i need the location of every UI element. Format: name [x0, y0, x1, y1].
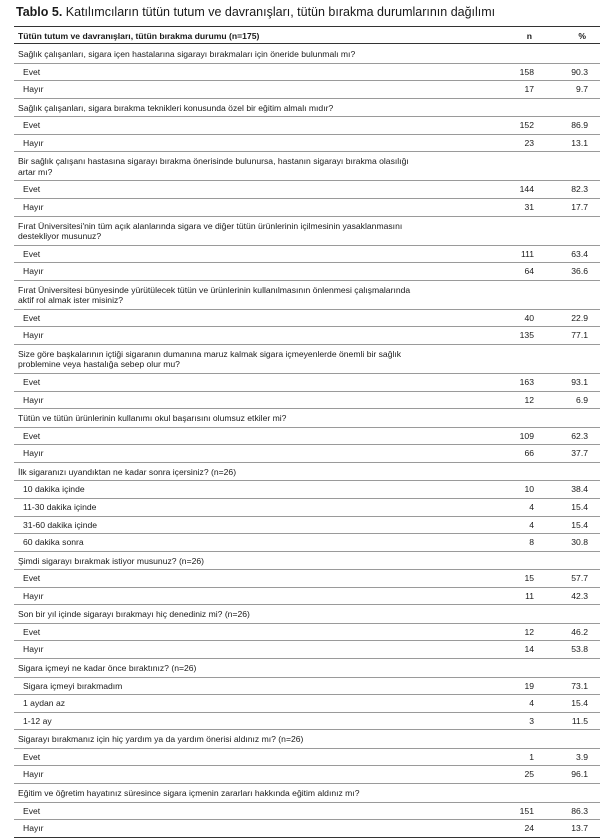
- answer-percent: 63.4: [571, 248, 588, 259]
- question-row: Fırat Üniversitesi'nin tüm açık alanlarında sigara ve diğer tütün ürünlerinin içilmesinin yasaklanmasını destekliyor musunuz?: [14, 217, 600, 246]
- answer-percent: 9.7: [576, 84, 588, 95]
- answer-percent: 37.7: [571, 448, 588, 459]
- answer-label: 60 dakika sonra: [23, 537, 84, 548]
- table-body: [14, 45, 600, 838]
- top-rule: [14, 26, 600, 27]
- table-header: [14, 28, 600, 44]
- answer-percent: 6.9: [576, 394, 588, 405]
- answer-percent: 38.4: [571, 484, 588, 495]
- answer-label: Evet: [23, 751, 41, 762]
- question-row: Fırat Üniversitesi bünyesinde yürütülecek tütün ve ürünlerinin kullanılmasının önlenmesi çalışmalarında aktif rol almak ister misiniz?: [14, 281, 600, 310]
- answer-label: Hayır: [23, 769, 44, 780]
- answer-label: Evet: [23, 573, 41, 584]
- answer-count: 3: [529, 715, 534, 726]
- question-row: Şimdi sigarayı bırakmak istiyor musunuz? (n=26): [14, 552, 600, 571]
- header-item: Tütün tutum ve davranışları, tütün bırakma durumu (n=175): [18, 31, 260, 41]
- answer-row: [14, 81, 600, 99]
- answer-percent: 82.3: [571, 184, 588, 195]
- answer-row: [14, 310, 600, 328]
- answer-row: [14, 624, 600, 642]
- answer-count: 1: [529, 751, 534, 762]
- answer-percent: 13.1: [571, 137, 588, 148]
- question-row: İlk sigaranızı uyandıktan ne kadar sonra içersiniz? (n=26): [14, 463, 600, 482]
- answer-percent: 57.7: [571, 573, 588, 584]
- answer-row: [14, 374, 600, 392]
- answer-label: Evet: [23, 312, 41, 323]
- answer-row: [14, 392, 600, 410]
- answer-label: 11-30 dakika içinde: [23, 501, 97, 512]
- answer-row: [14, 263, 600, 281]
- table-caption: [16, 5, 495, 19]
- answer-row: [14, 570, 600, 588]
- answer-count: 12: [524, 394, 534, 405]
- answer-label: Evet: [23, 184, 41, 195]
- answer-label: 1 aydan az: [23, 698, 66, 709]
- answer-count: 66: [524, 448, 534, 459]
- answer-label: Hayır: [23, 590, 44, 601]
- answer-row: [14, 678, 600, 696]
- answer-percent: 13.7: [571, 823, 588, 834]
- answer-percent: 42.3: [571, 590, 588, 601]
- answer-label: Sigara içmeyi bırakmadım: [23, 680, 123, 691]
- answer-count: 10: [524, 484, 534, 495]
- answer-row: [14, 803, 600, 821]
- question-row: Bir sağlık çalışanı hastasına sigarayı bırakma önerisinde bulunursa, hastanın sigarayı bırakma olasılığı artar mı?: [14, 152, 600, 181]
- answer-row: [14, 327, 600, 345]
- question-row: Eğitim ve öğretim hayatınız süresince sigara içmenin zararları hakkında eğitim aldınız mı?: [14, 784, 600, 803]
- table-title: Katılımcıların tütün tutum ve davranışları, tütün bırakma durumlarının dağılımı: [65, 5, 496, 19]
- answer-row: [14, 749, 600, 767]
- answer-count: 152: [519, 120, 534, 131]
- question-row: Sağlık çalışanları, sigara bırakma teknikleri konusunda özel bir eğitim almalı mıdır?: [14, 99, 600, 118]
- question-row: Sigarayı bırakmanız için hiç yardım ya da yardım önerisi aldınız mı? (n=26): [14, 730, 600, 749]
- answer-row: [14, 588, 600, 606]
- answer-row: [14, 820, 600, 838]
- answer-count: 19: [524, 680, 534, 691]
- answer-row: [14, 517, 600, 535]
- question-row: Sağlık çalışanları, sigara içen hastalarına sigarayı bırakmaları için öneride bulunmalı mı?: [14, 45, 600, 64]
- answer-label: Hayır: [23, 137, 44, 148]
- answer-percent: 77.1: [571, 330, 588, 341]
- answer-count: 40: [524, 312, 534, 323]
- answer-row: [14, 713, 600, 731]
- table-label: Tablo 5.: [16, 5, 63, 19]
- answer-count: 163: [519, 376, 534, 387]
- answer-percent: 86.9: [571, 120, 588, 131]
- answer-label: Evet: [23, 430, 41, 441]
- answer-row: [14, 534, 600, 552]
- question-row: Sigara içmeyi ne kadar önce bıraktınız? (n=26): [14, 659, 600, 678]
- answer-label: Hayır: [23, 644, 44, 655]
- answer-label: Evet: [23, 626, 41, 637]
- answer-count: 111: [520, 248, 534, 259]
- answer-label: Evet: [23, 66, 41, 77]
- answer-row: [14, 641, 600, 659]
- answer-count: 15: [524, 573, 534, 584]
- answer-row: [14, 695, 600, 713]
- answer-label: Hayır: [23, 448, 44, 459]
- answer-percent: 22.9: [571, 312, 588, 323]
- answer-count: 31: [524, 201, 534, 212]
- answer-percent: 15.4: [571, 698, 588, 709]
- header-pct: %: [578, 31, 586, 41]
- answer-count: 8: [529, 537, 534, 548]
- answer-percent: 17.7: [571, 201, 588, 212]
- question-row: Size göre başkalarının içtiği sigaranın dumanına maruz kalmak sigara içmeyenlerde önemli bir sağlık problemine veya hastalığa sebep olur mu?: [14, 345, 600, 374]
- answer-row: [14, 766, 600, 784]
- answer-count: 158: [519, 66, 534, 77]
- answer-label: 10 dakika içinde: [23, 484, 85, 495]
- answer-count: 4: [529, 698, 534, 709]
- answer-count: 4: [529, 519, 534, 530]
- answer-percent: 90.3: [571, 66, 588, 77]
- answer-percent: 30.8: [571, 537, 588, 548]
- answer-label: Evet: [23, 805, 41, 816]
- answer-percent: 3.9: [576, 751, 588, 762]
- answer-row: [14, 499, 600, 517]
- answer-percent: 46.2: [571, 626, 588, 637]
- question-row: Tütün ve tütün ürünlerinin kullanımı okul başarısını olumsuz etkiler mi?: [14, 409, 600, 428]
- answer-percent: 15.4: [571, 519, 588, 530]
- answer-percent: 36.6: [571, 266, 588, 277]
- answer-row: [14, 181, 600, 199]
- answer-row: [14, 481, 600, 499]
- answer-count: 4: [529, 501, 534, 512]
- answer-percent: 73.1: [571, 680, 588, 691]
- answer-label: Evet: [23, 248, 41, 259]
- answer-count: 151: [519, 805, 534, 816]
- answer-label: Hayır: [23, 394, 44, 405]
- answer-row: [14, 445, 600, 463]
- answer-percent: 11.5: [571, 715, 588, 726]
- answer-row: [14, 428, 600, 446]
- answer-count: 135: [519, 330, 534, 341]
- answer-label: Hayır: [23, 84, 44, 95]
- answer-label: Hayır: [23, 266, 44, 277]
- answer-label: 1-12 ay: [23, 715, 52, 726]
- answer-percent: 96.1: [571, 769, 588, 780]
- answer-percent: 53.8: [571, 644, 588, 655]
- answer-count: 25: [524, 769, 534, 780]
- answer-percent: 62.3: [571, 430, 588, 441]
- answer-count: 144: [519, 184, 534, 195]
- answer-row: [14, 135, 600, 153]
- answer-count: 11: [525, 590, 534, 601]
- answer-count: 14: [524, 644, 534, 655]
- question-row: Son bir yıl içinde sigarayı bırakmayı hiç denediniz mi? (n=26): [14, 605, 600, 624]
- answer-percent: 86.3: [571, 805, 588, 816]
- answer-count: 12: [524, 626, 534, 637]
- answer-row: [14, 199, 600, 217]
- answer-row: [14, 117, 600, 135]
- answer-label: Hayır: [23, 823, 44, 834]
- answer-count: 24: [524, 823, 534, 834]
- answer-label: Evet: [23, 120, 41, 131]
- answer-label: 31-60 dakika içinde: [23, 519, 98, 530]
- answer-label: Hayır: [23, 330, 44, 341]
- answer-percent: 15.4: [571, 501, 588, 512]
- answer-label: Hayır: [23, 201, 44, 212]
- answer-label: Evet: [23, 376, 41, 387]
- answer-count: 64: [524, 266, 534, 277]
- header-n: n: [526, 31, 532, 41]
- answer-row: [14, 64, 600, 82]
- answer-percent: 93.1: [571, 376, 588, 387]
- answer-count: 17: [524, 84, 534, 95]
- answer-count: 23: [524, 137, 534, 148]
- answer-count: 109: [519, 430, 534, 441]
- answer-row: [14, 246, 600, 264]
